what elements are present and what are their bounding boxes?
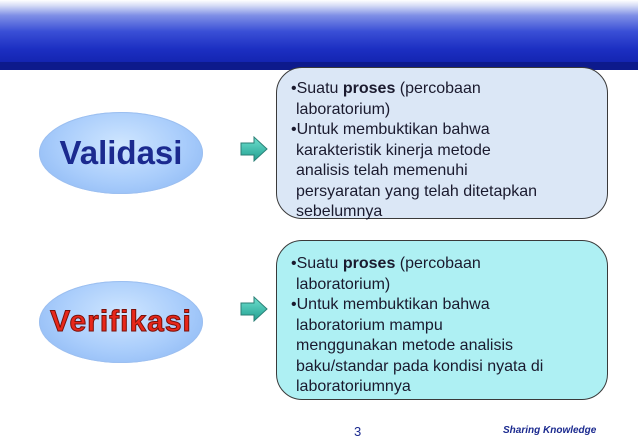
footer-text: Sharing Knowledge <box>503 425 597 436</box>
verifikasi-oval <box>39 281 203 363</box>
validasi-oval <box>39 112 203 194</box>
verifikasi-bullet-2-line-4: baku/standar pada kondisi nyata di <box>296 357 544 375</box>
verifikasi-bullet-2: •Untuk membuktikan bahwa <box>291 296 490 313</box>
validasi-bullet-2-line-5: sebelumnya <box>296 203 383 220</box>
validasi-bullet-2: •Untuk membuktikan bahwa <box>291 121 490 138</box>
validasi-bullet-1-line-2: laboratorium) <box>296 100 391 118</box>
validasi-bullet-1-bold: proses <box>342 80 396 97</box>
validasi-bullet-1-prefix: Suatu <box>296 80 343 97</box>
page-number: 3 <box>354 424 362 439</box>
title-banner <box>0 0 638 70</box>
verifikasi-bullet-1: •Suatu proses (percobaan <box>291 255 481 272</box>
verifikasi-bullet-2-line-2: laboratorium mampu <box>296 316 443 334</box>
verifikasi-bullet-1-prefix: Suatu <box>296 255 343 272</box>
right-arrow-icon <box>240 136 268 162</box>
validasi-bullet-2-line-1: Untuk membuktikan bahwa <box>296 121 490 138</box>
validasi-bullet-2-line-4: persyaratan yang telah ditetapkan <box>296 182 538 200</box>
validasi-definition-box <box>276 67 608 219</box>
validasi-bullet-2-line-3: analisis telah memenuhi <box>296 162 468 179</box>
validasi-title: Validasi <box>59 134 183 171</box>
validasi-bullet-2-line-2: karakteristik kinerja metode <box>296 141 491 159</box>
verifikasi-bullet-1-bold: proses <box>342 255 396 272</box>
validasi-bullet-1: •Suatu proses (percobaan <box>291 80 481 97</box>
right-arrow-icon <box>240 296 268 322</box>
verifikasi-title: Verifikasi <box>50 305 192 338</box>
verifikasi-bullet-1-line-2: laboratorium) <box>296 275 391 293</box>
verifikasi-bullet-2-line-1: Untuk membuktikan bahwa <box>296 296 490 313</box>
verifikasi-definition-box <box>276 240 608 400</box>
verifikasi-bullet-2-line-5: laboratoriumnya <box>296 378 411 395</box>
verifikasi-bullet-1-suffix: (percobaan <box>395 255 481 272</box>
verifikasi-bullet-2-line-3: menggunakan metode analisis <box>296 337 514 354</box>
validasi-bullet-1-suffix: (percobaan <box>395 80 481 97</box>
